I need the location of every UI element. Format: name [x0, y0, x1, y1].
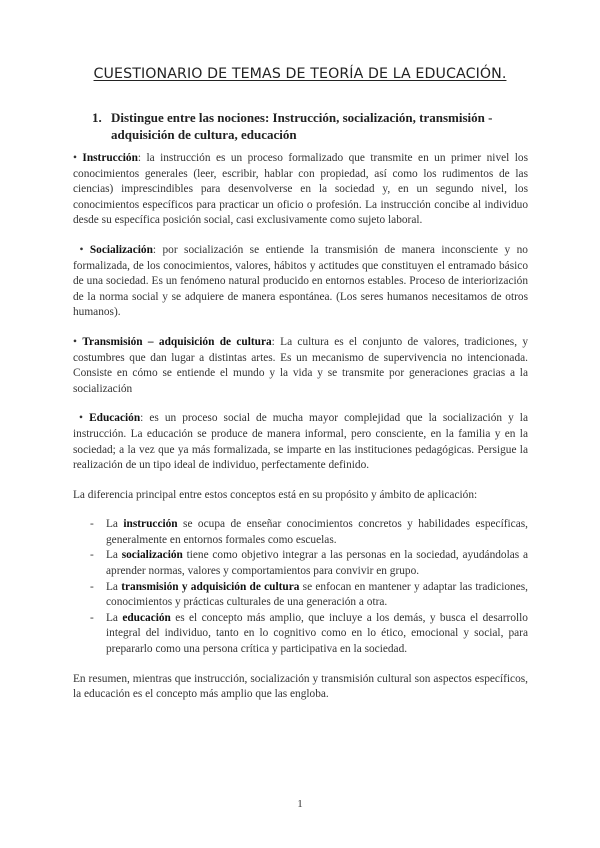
term: Educación: [89, 412, 141, 425]
definition-text: : La cultura es el conjunto de valores, tradiciones, y costumbres que dan lugar a distintas artes. Es un mecanismo de supervivencia no intencionada. Consiste en cómo se entiende el mundo y la vida y se transmite por generaciones gracias a la socialización: [73, 335, 529, 395]
dash: -: [90, 518, 94, 531]
list-item: [73, 611, 528, 658]
definition-instruccion: [73, 151, 528, 229]
dash: -: [90, 611, 94, 624]
term: educación: [122, 611, 171, 624]
question-text: Distingue entre las nociones: Instrucción, socialización, transmisión - adquisición de cultura, educación: [111, 110, 493, 142]
question-number: 1.: [92, 110, 102, 125]
prefix: La: [106, 549, 122, 562]
list-item: [73, 580, 528, 611]
bullet: •: [73, 152, 77, 164]
term: instrucción: [123, 518, 178, 531]
definition-socializacion: [73, 243, 528, 321]
term: socialización: [121, 549, 183, 562]
item-text: tiene como objetivo integrar a las personas en la sociedad, ayudándolas a aprender normas, valores y comportamientos para convivir en grupo.: [106, 549, 528, 578]
difference-list: [73, 517, 528, 657]
item-text: es el concepto más amplio, que incluye a los demás, y busca el desarrollo integral del individuo, tanto en lo cognitivo como en lo ético, emocional y social, para prepararlo como una persona crítica y participativa en la sociedad.: [106, 611, 528, 656]
prefix: La: [106, 580, 122, 593]
term: Socialización: [89, 243, 153, 256]
item-text: se ocupa de enseñar conocimientos concretos y habilidades específicas, generalmente en entornos formales como escuelas.: [106, 518, 528, 546]
definition-text: : la instrucción es un proceso formalizado que transmite en un primer nivel los conocimientos generales (leer, escribir, hablar con propiedad, así como los rudimentos de las ciencias) imprescindibles para desenvolverse en la sociedad y, en un segundo nivel, los conocimientos específicos para practicar un oficio o profesión. La instrucción concibe al individuo desde su específica posición social, casi exclusivamente como sujeto laboral.: [73, 152, 528, 227]
term: transmisión y adquisición de cultura: [121, 580, 300, 593]
answer-body: [73, 151, 528, 717]
conclusion: En resumen, mientras que instrucción, socialización y transmisión cultural son aspectos específicos, la educación es el concepto más amplio que las engloba.: [73, 672, 528, 701]
definition-text: : por socialización se entiende la transmisión de manera inconsciente y no formalizada, de los conocimientos, valores, hábitos y actitudes que constituyen el entramado básico de una sociedad. Es un fenómeno natural producido en entornos estables. Proceso de interiorización de la norma social y se adquiere de manera espontánea. (Los seres humanos necesitamos de otros humanos).: [73, 243, 528, 319]
bullet: •: [79, 243, 84, 256]
bullet: •: [79, 412, 84, 425]
prefix: La: [106, 611, 123, 624]
item-text: se enfocan en mantener y adaptar las tradiciones, conocimientos y prácticas culturales de una generación a otra.: [106, 580, 528, 609]
page-number: 1: [297, 798, 303, 810]
definition-transmision: [73, 335, 528, 397]
term: Transmisión – adquisición de cultura: [82, 335, 272, 348]
dash: -: [90, 580, 94, 593]
list-item: [73, 517, 528, 548]
definition-text: : es un proceso social de mucha mayor complejidad que la socialización y la instrucción. La educación se produce de manera informal, pero consciente, en la familia y en la sociedad; a la vez que ya más formalizada, se imparte en las instituciones pedagógicas. Persigue la realización de un tipo ideal de individuo, perfectamente definido.: [73, 412, 528, 472]
document-title: CUESTIONARIO DE TEMAS DE TEORÍA DE LA EDUCACIÓN.: [93, 66, 507, 82]
list-item: [73, 548, 528, 579]
term: Instrucción: [82, 152, 138, 164]
dash: -: [90, 549, 94, 562]
definition-educacion: [73, 411, 528, 473]
bullet: •: [73, 335, 77, 348]
prefix: La: [106, 518, 124, 531]
difference-intro: La diferencia principal entre estos conceptos está en su propósito y ámbito de aplicación:: [73, 488, 478, 501]
